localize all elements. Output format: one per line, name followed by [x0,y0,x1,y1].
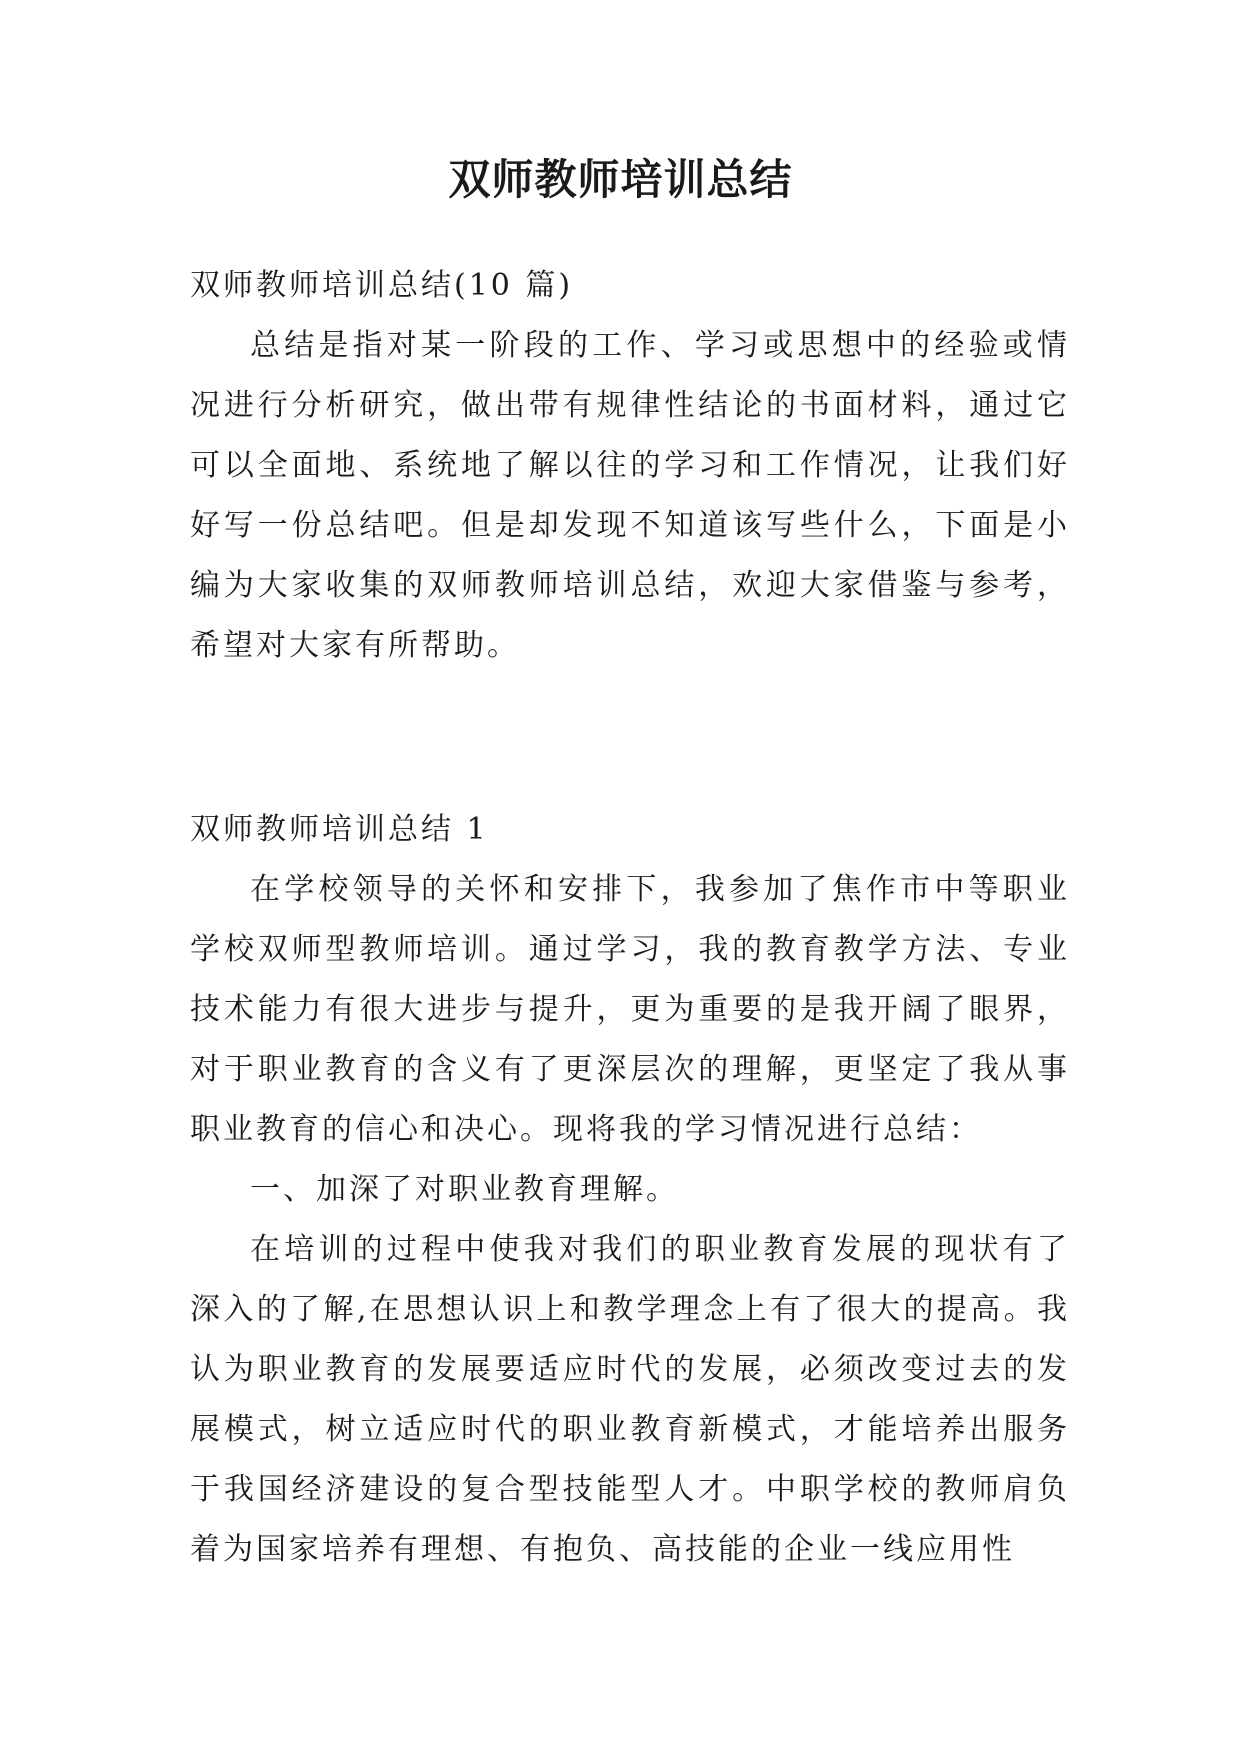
section-1-paragraph-1: 在学校领导的关怀和安排下，我参加了焦作市中等职业学校双师型教师培训。通过学习，我的教育教学方法、专业技术能力有很大进步与提升，更为重要的是我开阔了眼界，对于职业教育的含义有了更深层次的理解，更坚定了我从事职业教育的信心和决心。现将我的学习情况进行总结： [190,872,1070,1147]
section-1-heading: 双师教师培训总结 1 [190,812,489,847]
intro-section [190,256,1070,676]
section-1-subheading: 一、加深了对职业教育理解。 [250,1172,679,1207]
intro-paragraph: 总结是指对某一阶段的工作、学习或思想中的经验或情况进行分析研究，做出带有规律性结论的书面材料，通过它可以全面地、系统地了解以往的学习和工作情况，让我们好好写一份总结吧。但是却发现不知道该写些什么，下面是小编为大家收集的双师教师培训总结，欢迎大家借鉴与参考，希望对大家有所帮助。 [190,328,1070,663]
document-title: 双师教师培训总结 [448,155,793,204]
section-1-paragraph-2: 在培训的过程中使我对我们的职业教育发展的现状有了深入的了解,在思想认识上和教学理念上有了很大的提高。我认为职业教育的发展要适应时代的发展，必须改变过去的发展模式，树立适应时代的职业教育新模式，才能培养出服务于我国经济建设的复合型技能型人才。中职学校的教师肩负着为国家培养有理想、有抱负、高技能的企业一线应用性 [190,1232,1070,1567]
intro-heading: 双师教师培训总结(10 篇) [190,268,574,303]
section-1 [190,800,1070,1580]
